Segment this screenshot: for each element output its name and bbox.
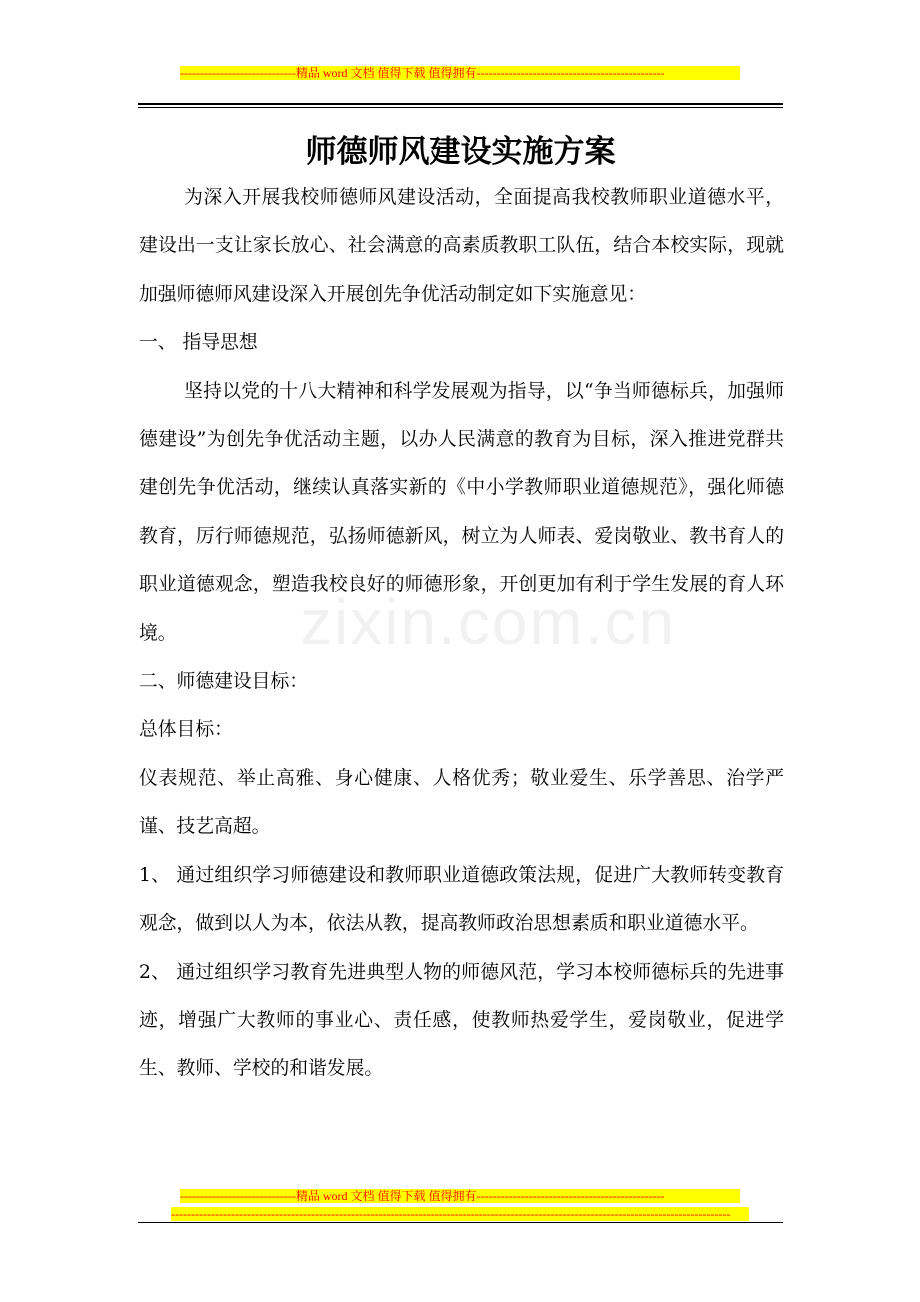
goal-item-1: 1、 通过组织学习师德建设和教师职业道德政策法规，促进广大教师转变教育观念，做到以人为本，依法从教，提高教师政治思想素质和职业道德水平。 <box>139 864 784 935</box>
watermark: zixin.com.cn <box>300 586 677 658</box>
goal-item-2: 2、 通过组织学习教育先进典型人物的师德风范，学习本校师德标兵的先进事迹，增强广大教师的事业心、责任感，使教师热爱学生，爱岗敬业，促进学生、教师、学校的和谐发展。 <box>139 961 784 1080</box>
header-rule-thin <box>138 107 783 108</box>
section-heading-2: 二、师德建设目标： <box>139 671 309 693</box>
document-title: 师德师风建设实施方案 <box>305 134 616 170</box>
footer-dashes: -------------------------------------------------------------------------------------------------------------------------------------------- <box>171 1207 749 1221</box>
overall-goal-paragraph: 仪表规范、举止高雅、身心健康、人格优秀；敬业爱生、乐学善思、治学严谨、技艺高超。 <box>139 767 784 838</box>
header-rule-thick <box>138 103 783 105</box>
footer-banner: -----------------------------精品 word 文档 值得下载 值得拥有----------------------------------------------- <box>180 1189 740 1203</box>
overall-goal-label: 总体目标： <box>139 719 233 741</box>
footer-rule <box>138 1222 783 1223</box>
document-body <box>139 174 784 1094</box>
header-banner: -----------------------------精品 word 文档 值得下载 值得拥有----------------------------------------------- <box>180 66 740 80</box>
intro-paragraph: 为深入开展我校师德师风建设活动，全面提高我校教师职业道德水平，建设出一支让家长放心、社会满意的高素质教职工队伍，结合本校实际，现就加强师德师风建设深入开展创先争优活动制定如下实施意见： <box>139 187 784 305</box>
section-heading-1: 一、 指导思想 <box>139 332 258 354</box>
guiding-thought-paragraph: 坚持以党的十八大精神和科学发展观为指导，以“争当师德标兵，加强师德建设”为创先争优活动主题，以办人民满意的教育为目标，深入推进党群共建创先争优活动，继续认真落实新的《中小学教师职业道德规范》，强化师德教育，厉行师德规范，弘扬师德新风，树立为人师表、爱岗敬业、教书育人的职业道德观念，塑造我校良好的师德形象，开创更加有利于学生发展的育人环境。 <box>139 380 784 644</box>
